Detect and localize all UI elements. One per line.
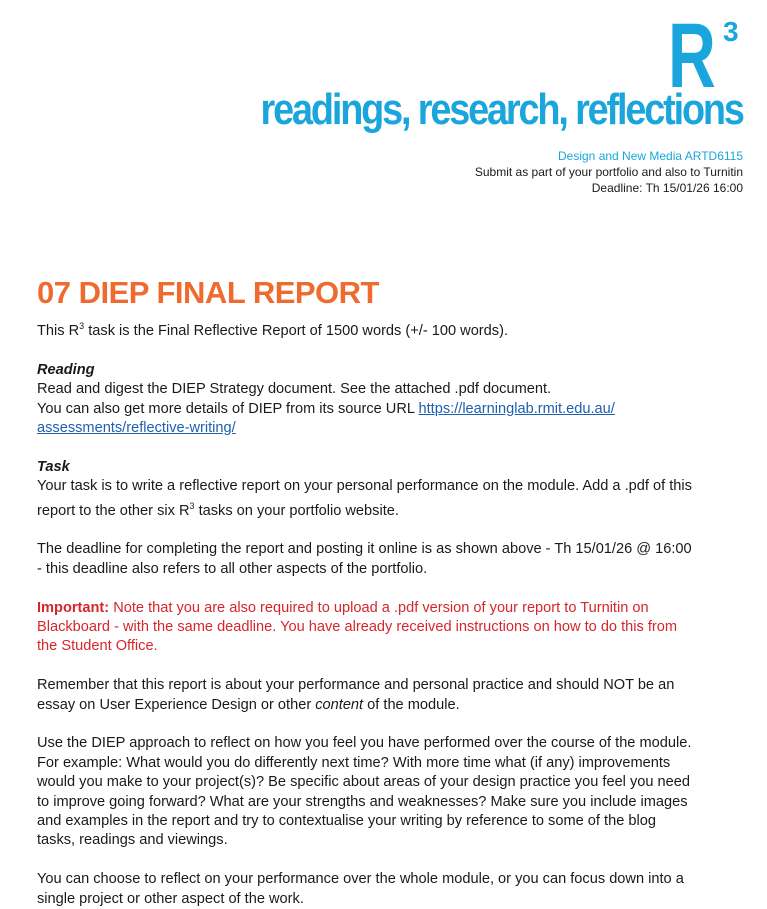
link-text-part2[interactable]: assessments/reflective-writing/ [37, 420, 236, 437]
deadline-text: Deadline: Th 15/01/26 16:00 [591, 181, 743, 195]
remember-line: Remember that this report is about your performance and personal practice and should NOT be an [37, 677, 675, 694]
choose-line: single project or other aspect of the work. [37, 890, 304, 907]
important-line: the Student Office. [37, 638, 158, 655]
task-text: report to the other six R [37, 502, 190, 519]
r3-superscript: 3 [723, 16, 739, 47]
reading-source-text: You can also get more details of DIEP from its source URL [37, 400, 419, 417]
deadline-line: - this deadline also refers to all other aspects of the portfolio. [37, 560, 428, 577]
approach-line: to improve going forward? What are your strengths and weaknesses? Make sure you include images [37, 793, 688, 810]
remember-emphasis: content [315, 696, 364, 713]
r3-letter: R [668, 5, 715, 107]
approach-line: tasks, readings and viewings. [37, 832, 228, 849]
approach-line: would you make to your project(s)? Be specific about areas of your design practice you feel you need [37, 774, 691, 791]
intro-paragraph [37, 317, 737, 341]
approach-line: For example: What would you do differently next time? With more time what (if any) improvements [37, 754, 671, 771]
important-text: Note that you are also required to upload a .pdf version of your report to Turnitin on [109, 599, 649, 616]
task-heading: Task [37, 458, 70, 475]
r3-logo [0, 0, 767, 140]
important-line: Blackboard - with the same deadline. You have already received instructions on how to do this from [37, 619, 678, 636]
logo-tagline: readings, research, reflections [260, 85, 743, 134]
remember-text-end: of the module. [363, 696, 460, 713]
task-line: Your task is to write a reflective report on your personal performance on the module. Add a .pdf of this [37, 478, 692, 495]
task-line [37, 497, 737, 521]
document-body [37, 317, 737, 909]
intro-text: This R [37, 323, 80, 339]
important-line [37, 599, 737, 618]
page-title: 07 DIEP FINAL REPORT [37, 275, 379, 310]
header-meta [475, 148, 743, 196]
choose-line: You can choose to reflect on your performance over the whole module, or you can focus down into a [37, 871, 684, 888]
important-notice [37, 599, 737, 657]
remember-line [37, 696, 737, 715]
approach-line: Use the DIEP approach to reflect on how you feel you have performed over the course of the module. [37, 735, 692, 752]
reading-heading: Reading [37, 361, 95, 378]
task-superscript: 3 [189, 500, 195, 511]
remember-text: essay on User Experience Design or other [37, 696, 316, 713]
deadline-line: The deadline for completing the report and posting it online is as shown above - Th 15/01/26 @ 16:00 [37, 541, 692, 558]
important-label: Important: [37, 599, 110, 616]
submission-note: Submit as part of your portfolio and also to Turnitin [474, 165, 743, 179]
course-name: Design and New Media ARTD6115 [558, 149, 743, 163]
reading-line: Read and digest the DIEP Strategy document. See the attached .pdf document. [37, 381, 552, 398]
intro-text-end: task is the Final Reflective Report of 1500 words (+/- 100 words). [84, 323, 508, 339]
approach-line: and examples in the report and try to contextualise your writing by reference to some of the blog [37, 813, 656, 830]
link-text-part1[interactable]: https://learninglab.rmit.edu.au/ [418, 400, 615, 417]
intro-superscript: 3 [79, 321, 85, 331]
reading-source-paragraph [37, 400, 737, 439]
task-text-end: tasks on your portfolio website. [194, 502, 399, 519]
